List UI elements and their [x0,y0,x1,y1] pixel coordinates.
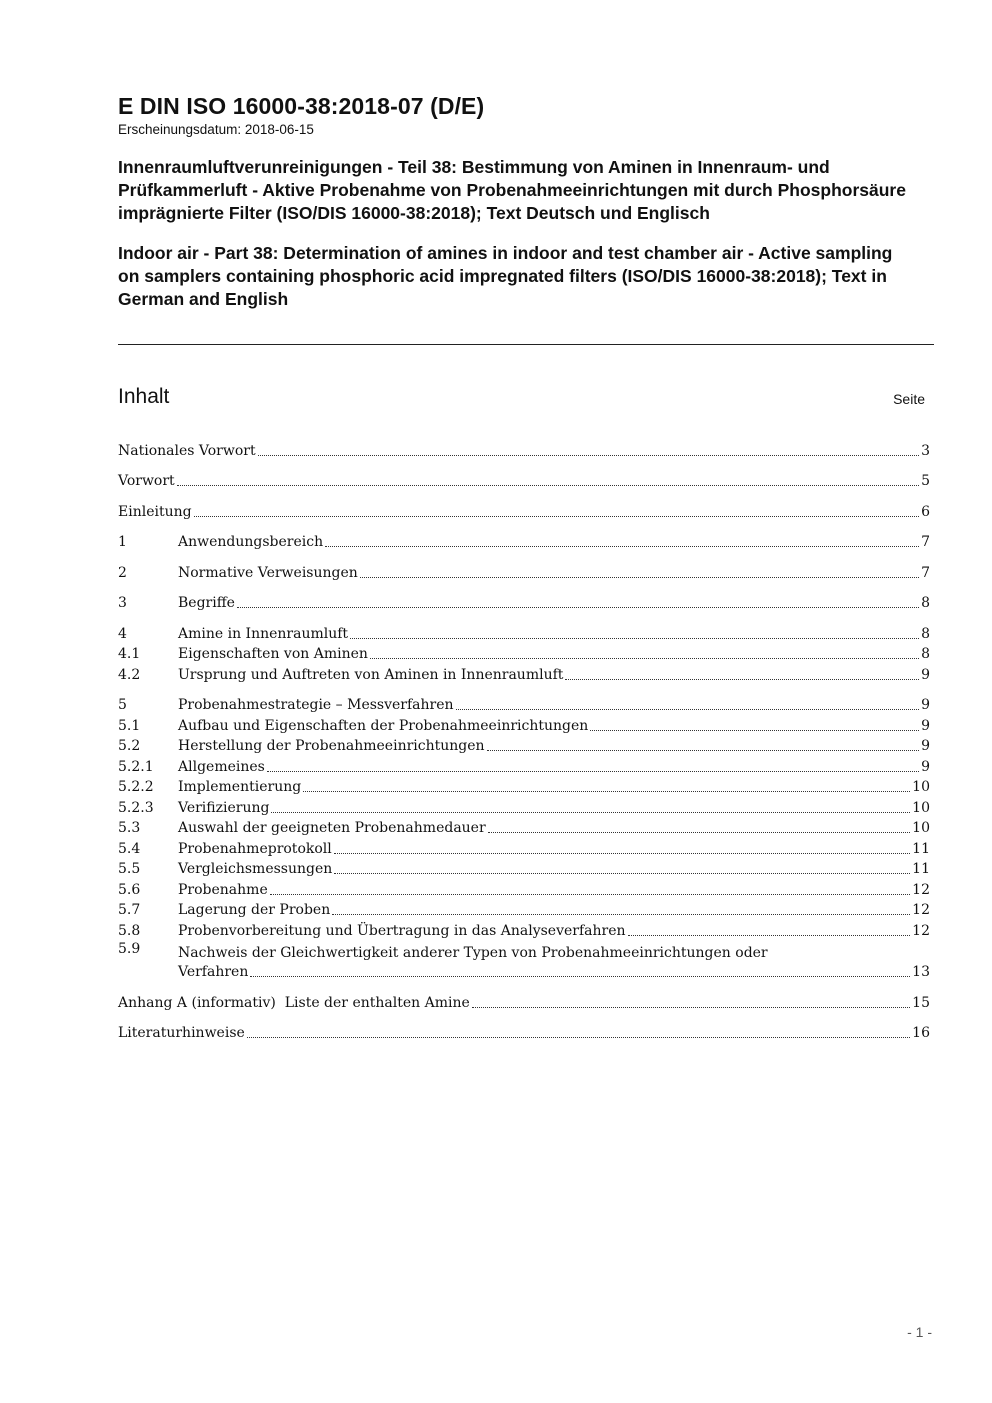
toc-entry-number: 5.2.1 [118,759,154,775]
toc-leader-dots [194,516,920,517]
toc-entry-page: 3 [921,443,930,459]
toc-leader-dots [303,791,910,792]
toc-entry-page: 15 [912,995,930,1011]
toc-entry-page: 9 [921,718,930,734]
toc-entry-page: 9 [921,697,930,713]
toc-entry-title: Lagerung der Proben [178,902,331,918]
toc-entry-number: 3 [118,595,127,611]
toc-entry-number: 5.8 [118,923,141,939]
toc-entry[interactable] [118,643,930,663]
toc-entry-page: 9 [921,667,930,683]
toc-entry-title: Vorwort [118,473,175,489]
toc-entry-number: 5.1 [118,718,141,734]
toc-entry-page: 12 [912,923,930,939]
toc-entry-title: Nachweis der Gleichwertigkeit anderer Typen von Probenahmeeinrichtungen oder [178,945,768,961]
toc-entry[interactable] [118,501,930,521]
toc-leader-dots [334,853,910,854]
toc-leader-dots [237,607,919,608]
document-header [118,92,934,311]
toc-entry-title: Nationales Vorwort [118,443,256,459]
toc-entry-page: 11 [912,861,930,877]
toc-entry-page: 9 [921,738,930,754]
toc-entry-title: Anwendungsbereich [178,534,324,550]
toc-entry-number: 5.3 [118,820,141,836]
toc-entry-title: Probenahmestrategie – Messverfahren [178,697,454,713]
toc-entry-number: 4.2 [118,667,141,683]
toc-entry-page: 12 [912,882,930,898]
toc-entry-title: Begriffe [178,595,235,611]
toc-leader-dots [271,812,910,813]
toc-entry[interactable] [118,992,930,1012]
toc-entry-title: Anhang A (informativ) Liste der enthalten Amine [118,995,470,1011]
toc-leader-dots [270,894,910,895]
toc-entry-page: 8 [921,595,930,611]
toc-entry-page: 13 [912,964,930,980]
toc-entry-title: Auswahl der geeigneten Probenahmedauer [178,820,486,836]
toc-leader-dots [472,1007,910,1008]
toc-leader-dots [325,546,919,547]
toc-entry-number: 5.7 [118,902,141,918]
toc-entry[interactable] [118,838,930,858]
toc-entry[interactable] [118,776,930,796]
toc-entry-title: Implementierung [178,779,302,795]
toc-leader-dots [177,485,919,486]
toc-entry-title: Amine in Innenraumluft [178,626,349,642]
toc-entry-page: 8 [921,626,930,642]
toc-entry[interactable] [118,715,930,735]
toc-entry-number: 5.6 [118,882,141,898]
toc-entry-page: 8 [921,646,930,662]
toc-entry-number: 5.2 [118,738,141,754]
toc-entry-title-continuation [178,963,930,981]
toc-entry[interactable] [118,920,930,940]
toc-entry-title: Eigenschaften von Aminen [178,646,368,662]
toc-entry-page: 10 [912,820,930,836]
toc-entry[interactable] [118,1022,930,1042]
toc-entry-page: 10 [912,779,930,795]
title-german: Innenraumluftverunreinigungen - Teil 38: Bestimmung von Aminen in Innenraum- und Prüfkammerluft - Aktive Probenahme von Probenahmeeinrichtungen mit durch Phosphorsäure imprägnierte Filter (ISO/DIS 16000-38:2018); Text Deutsch und Englisch [118,157,906,223]
toc-entry[interactable] [118,817,930,837]
toc-leader-dots [360,577,919,578]
toc-leader-dots [590,730,919,731]
toc-leader-dots [628,935,911,936]
toc-leader-dots [487,750,920,751]
toc-entry[interactable] [118,858,930,878]
toc-page-label: Seite [893,391,925,407]
toc-entry[interactable] [118,623,930,643]
toc-entry-page: 6 [921,504,930,520]
toc-leader-dots [332,914,910,915]
toc-entry[interactable] [118,735,930,755]
toc-entry-page: 12 [912,902,930,918]
toc-entry-title: Einleitung [118,504,192,520]
toc-entry-wrapped-title [178,943,930,981]
title-english: Indoor air - Part 38: Determination of amines in indoor and test chamber air - Active sampling on samplers containing phosphoric acid impregnated filters (ISO/DIS 16000-38:2018); Text in German and English [118,243,893,309]
toc-entry-title: Verifizierung [178,800,270,816]
toc-entry-title: Literaturhinweise [118,1025,245,1041]
toc-entry-title: Probenahme [178,882,268,898]
toc-entry[interactable] [118,939,930,981]
document-id: E DIN ISO 16000-38:2018-07 (D/E) [118,93,485,119]
toc-leader-dots [350,638,919,639]
toc-entry-title: Probenvorbereitung und Übertragung in das Analyseverfahren [178,923,626,939]
toc-entry[interactable] [118,440,930,460]
toc-entry[interactable] [118,899,930,919]
toc-entry-number: 5.2.3 [118,800,154,816]
toc-entry-title: Normative Verweisungen [178,565,358,581]
toc-entry-page: 7 [921,534,930,550]
toc-leader-dots [334,873,910,874]
toc-leader-dots [267,771,919,772]
toc-entry[interactable] [118,592,930,612]
toc-entry[interactable] [118,797,930,817]
toc-entry-title: Probenahmeprotokoll [178,841,332,857]
toc-entry-page: 10 [912,800,930,816]
toc-entry[interactable] [118,879,930,899]
toc-entry-number: 2 [118,565,127,581]
page-number: - 1 - [907,1324,932,1340]
header-divider [118,344,934,345]
toc-entry[interactable] [118,562,930,582]
toc-leader-dots [250,976,910,977]
toc-leader-dots [247,1037,910,1038]
toc-entry-page: 16 [912,1025,930,1041]
toc-entry-number: 5.5 [118,861,141,877]
toc-heading: Inhalt [118,385,170,408]
toc-entry[interactable] [118,694,930,714]
toc-entry-number: 4.1 [118,646,141,662]
toc-leader-dots [456,709,920,710]
toc-entry-page: 7 [921,565,930,581]
toc-entry-number: 5.4 [118,841,141,857]
toc-entry-title: Verfahren [178,964,249,980]
toc-entry-title: Herstellung der Probenahmeeinrichtungen [178,738,485,754]
publication-date: Erscheinungsdatum: 2018-06-15 [118,122,314,137]
toc-entry-number: 5.9 [118,941,141,957]
toc-entry-number: 5 [118,697,127,713]
toc-entry-number: 5.2.2 [118,779,154,795]
toc-leader-dots [370,658,919,659]
toc-entry-title: Vergleichsmessungen [178,861,333,877]
toc-entry[interactable] [118,756,930,776]
toc-entry-title: Ursprung und Auftreten von Aminen in Innenraumluft [178,667,564,683]
toc-entry[interactable] [118,470,930,490]
toc-entry-page: 11 [912,841,930,857]
toc-entry[interactable] [118,531,930,551]
toc-entry-page: 5 [921,473,930,489]
toc-leader-dots [565,679,919,680]
toc-entry[interactable] [118,664,930,684]
toc-entry-page: 9 [921,759,930,775]
toc-leader-dots [488,832,911,833]
toc-entry-number: 4 [118,626,127,642]
toc-leader-dots [258,455,920,456]
toc-entry-number: 1 [118,534,127,550]
toc-entry-title: Allgemeines [178,759,265,775]
toc-entry-title: Aufbau und Eigenschaften der Probenahmeeinrichtungen [178,718,589,734]
